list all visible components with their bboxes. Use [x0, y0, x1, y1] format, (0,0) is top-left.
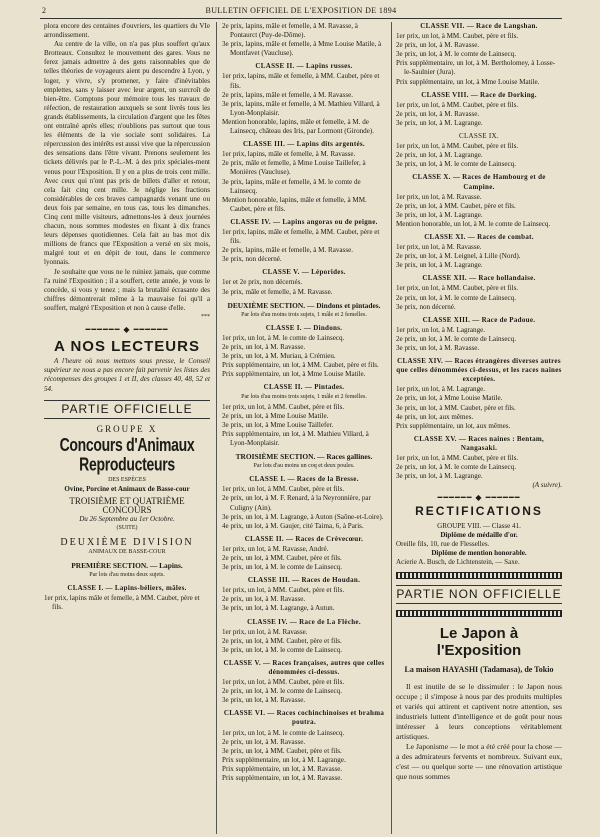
decorative-bar	[396, 610, 562, 617]
prize-entry: 3e prix, un lot, à MM. Caubet, père et fils.	[396, 403, 516, 412]
prize-entry: 2e prix, un lot, à M. Ravasse.	[396, 109, 480, 118]
prize-entry: 1er prix, un lot, à MM. Caubet, père et fils.	[222, 586, 345, 595]
prize-entry: 1er prix, un lot, à M. le comte de Lainsecq.	[222, 333, 345, 342]
class-heading: CLASSE IX.	[459, 132, 499, 141]
concours-title: Concours d'Animaux Reproducteurs	[59, 434, 195, 475]
prize-entry: 2e prix, un lot, à MM. Caubet, père et fils.	[222, 636, 342, 645]
class-heading: CLASSE III. — Lapins dits argentés.	[243, 140, 365, 149]
class-heading: CLASSE I. — Dindons.	[265, 323, 343, 332]
class-heading: CLASSE II. — Races de Crèvecœur.	[244, 534, 364, 543]
prize-entry: 2e prix, un lot, à M. F. Renard, à la Neyronnière, par Culigny (Ain).	[222, 494, 371, 512]
prize-entry: 3e prix, un lot, à M. Lagrange.	[396, 210, 483, 219]
prize-entry: 1er prix, un lot, à M. Ravasse.	[396, 243, 482, 252]
prize-entry: 3e prix, un lot, à M. le comte de Lainsecq.	[222, 563, 342, 572]
prize-entry: 1er prix, un lot, à MM. Caubet, père et fils.	[222, 485, 345, 494]
prize-entry: 1er prix, un lot, à MM. Caubet, père et fils.	[396, 142, 519, 151]
concours-number: TROISIÈME ET QUATRIÈME CONCOURS	[69, 496, 185, 516]
prize-entry: 3e prix, un lot, à M. Lagrange.	[396, 261, 483, 270]
a-suivre: (A suivre).	[532, 481, 562, 490]
prize-entry: 1er prix, lapins, mâle et femelle, à MM. Caubet, père et fils.	[222, 227, 380, 246]
prize-entry: 2e prix, un lot, à M. le comte de Lainsecq.	[396, 463, 516, 472]
section-note: Par lots d'au moins deux sujets.	[89, 571, 165, 578]
rect-diplome: Diplôme de médaille d'or.	[440, 530, 518, 539]
prize-entry: 1er prix, un lot, à M. Lagrange.	[396, 325, 486, 334]
prize-entry: 2e prix, lapins, mâle et femelle, à M. Ravasse.	[222, 90, 353, 99]
prize-entry: 1er prix, un lot, à M. Ravasse, André.	[222, 544, 329, 553]
prize-entry: 2e prix, un lot, à M. Leignel, à Lille (Nord).	[396, 252, 521, 261]
prize-entry: 3e prix, un lot, à M. Lagrange, à Autun.	[222, 604, 335, 613]
prize-entry: 1er prix, un lot, à MM. Caubet, père et fils.	[222, 678, 345, 687]
prize-entry: 3e prix, un lot, à M. Lagrange, à Auton (Saône-et-Loire).	[222, 512, 384, 521]
rect-diplome-mention: Diplôme de mention honorable.	[431, 548, 527, 557]
division-subheading: ANIMAUX DE BASSE-COUR	[88, 548, 166, 555]
prize-entry: 3e prix, un lot, à M. Ravasse.	[396, 344, 480, 352]
prize-entry: 1er prix, un lot, à MM. Caubet, père et fils.	[396, 284, 519, 293]
class-heading: CLASSE VI. — Races cochinchinoises et brahma poutra.	[223, 709, 385, 727]
prize-entry: Prix supplémentaire, un lot, à M. Lagrange.	[222, 755, 346, 764]
prize-entry: 2e prix, un lot, à Mme Louise Matile.	[396, 394, 503, 403]
class-heading: CLASSE II. — Lapins russes.	[255, 62, 353, 71]
publication-title: BULLETIN OFFICIEL DE L'EXPOSITION DE 1894	[205, 6, 397, 15]
prize-entry: 2e prix, un lot, à M. Ravasse.	[222, 343, 306, 351]
prize-entry: 3e prix, lapins, mâle et femelle, à M. Mathieu Villard, à Lyon-Monplaisir.	[222, 99, 380, 117]
rect-groupe: GROUPE VIII. — Classe 41.	[437, 521, 521, 530]
concours-dates: Du 26 Septembre au 1er Octobre.	[79, 515, 175, 524]
prize-entry: 4e prix, un lot, aux mêmes.	[396, 412, 474, 421]
prize-entry: 3e prix, un lot, à MM. Caubet, père et fils.	[222, 746, 342, 755]
column-3	[396, 22, 562, 834]
prize-entry: 2e prix, lapins, mâle et femelle, à M. Ravasse.	[222, 246, 353, 255]
prize-entry: 2e prix, un lot, à M. Lagrange.	[396, 151, 483, 160]
prize-entry: 1er prix, un lot, à MM. Caubet, père et fils.	[396, 100, 519, 109]
class-heading: CLASSE I. — Races de la Bresse.	[249, 475, 359, 484]
separator-stars: ***	[201, 314, 210, 320]
prize-entry: 2e prix, un lot, à M. le comte de Lainsecq.	[396, 334, 516, 343]
prize-entry: Prix supplémentaire, un lot, à M. Bertholomey, à Losse-le-Saulnier (Jura).	[396, 59, 556, 77]
class-heading: CLASSE IV. — Lapins angoras ou de peigne.	[230, 217, 378, 226]
rect-entry: Acierie A. Busch, de Lichtenstein, — Saxe.	[396, 557, 520, 566]
class-heading: CLASSE X. — Races de Hambourg et de Campine.	[412, 173, 546, 191]
paragraph: Au centre de la ville, on n'a pas plus souffert qu'aux Brotteaux. Consultez le mouvement des gares. Vous ne ferez jamais admettre à des gens raisonnables que de telles théories de voyageurs aient pu descendre à Lyon, y loger, y vivre, s'y promener, y faire d'inévitables emplettes, sans y laisser avec leur argent, un surcroît de bien-être. Comptons pour mémoire tous les travaux de réfection, de restauration auxquels se sont livrés tous les grands établissements, la circulation d'argent que les fêtes ont entraîné après elles; n'oublions pas surtout que tous les éléments de la vie sociale sont solidaires. La répercussion des intérêts est aussi vive que la répercussion des sensations dans l'être vivant. Prenons seulement les tickets délivrés par le P.-L.-M. à des prix spéciales-ment venus pour l'Exposition. Il y en a plus de trois cent mille. Avec ceux qui n'ont pas pris de billets d'aller et retour, cela fait cinq cent mille. Je néglige les fractions considérables de ces braves campagnards venant une ou deux fois par semaine, en tous cas, tous les dimanches. Cinq cent mille visiteurs, admettons-les à deux journées chacun, nous sommes modestes en fixant à dix francs leurs dépenses quotidiennes. Cela fait au bas mot dix millions de francs que l'Exposition a versé en six mois, malgré tout et en dépit de tout, dans le commerce lyonnais.	[44, 40, 210, 267]
prize-entry: 2e prix, un lot, à MM. Caubet, père et fils.	[222, 553, 342, 562]
prize-entry: 1er prix, un lot, à MM. Caubet, père et fils.	[222, 402, 345, 411]
decorative-bar	[396, 572, 562, 579]
prize-entry: 1er prix, lapins, mâle et femelle, à MM. Caubet, père et fils.	[222, 72, 380, 90]
prize-entry: 3e prix, un lot, à M. Lagrange.	[396, 118, 483, 127]
prize-entry: Prix supplémentaire, un lot, aux mêmes.	[396, 421, 511, 430]
class-heading: CLASSE XV. — Races naines : Bentam, Nangasaki.	[413, 434, 545, 452]
prize-entry: Prix supplémentaire, un lot, à MM. Caubet, père et fils.	[222, 361, 379, 370]
section-heading: DEUXIÈME SECTION. — Dindons et pintades.	[227, 300, 381, 310]
prize-entry: 1er et 2e prix, non décernés.	[222, 278, 303, 287]
class-heading: CLASSE IV. — Race de La Flèche.	[247, 617, 361, 626]
prize-entry: Mention honorable, lapins, mâle et femelle, à M. de Lainsecq, château des Iris, par Lormont (Gironde).	[222, 117, 374, 136]
prize-entry: 3e prix, un lot, à M. Ravasse.	[222, 696, 306, 705]
prize-entry: 1er prix, un lot, à MM. Caubet, père et fils.	[396, 454, 519, 463]
partie-officielle-heading: PARTIE OFFICIELLE	[44, 400, 210, 419]
especes-label: DES ESPÈCES	[108, 476, 146, 483]
prize-entry: 2e prix, un lot, à Mme Louise Matile.	[222, 411, 329, 420]
page-header	[40, 4, 562, 19]
page-number: 2	[42, 6, 47, 15]
especes-detail: Ovine, Porcine et Animaux de Basse-cour	[64, 484, 190, 493]
prize-entry: 4e prix, un lot, à M. Gaujer, cité Taima, 6, à Paris.	[222, 521, 364, 530]
prize-entry: 3e prix, un lot, à M. le comte de Lainsecq.	[396, 160, 516, 169]
prize-entry: 2e prix, un lot, à M. le comte de Lainsecq.	[396, 293, 516, 302]
prize-entry: 1er prix, un lot, à M. Ravasse.	[222, 627, 308, 636]
class-heading: CLASSE XI. — Races de combat.	[424, 232, 534, 241]
column-2	[222, 22, 386, 834]
japon-title: Le Japon à l'Exposition	[436, 625, 522, 660]
prize-entry: 3e prix, un lot, à Mme Louise Taillefer.	[222, 420, 334, 429]
class-heading: CLASSE VIII. — Race de Dorking.	[421, 90, 537, 99]
prize-entry: 1er prix, un lot, à MM. Caubet, père et fils.	[396, 32, 519, 41]
prize-entry: 3e prix, lapins, mâle et femelle, à Mme Louise Matile, à Montfavet (Vaucluse).	[222, 40, 382, 58]
prize-entry: Prix supplémentaire, un lot, à M. Ravasse.	[222, 774, 343, 783]
prize-entry: 3e prix, un lot, à M. le comte de Lainsecq.	[222, 645, 342, 654]
groupe-heading: GROUPE X	[96, 423, 158, 434]
prize-entry: Prix supplémentaire, un lot, à Mme Louise Matile.	[222, 370, 366, 379]
prize-entry: 2e prix, mâle et femelle, à Mme Louise Taillefer, à Monières (Vaucluse).	[222, 159, 366, 177]
paragraph: Le Japonisme — le mot a été créé pour la chose — a des admirateurs fervents et nombreux. Suivant eux, c'est — ou quelque sorte — une rénovation artistique que nous sommes	[396, 742, 562, 782]
prize-entry: Mention honorable, lapins, mâle et femelle, à MM. Caubet, père et fils.	[222, 195, 367, 213]
prize-entry: 2e prix, un lot, à M. Ravasse.	[222, 595, 306, 604]
class-heading: CLASSE XIII. — Race de Padoue.	[422, 315, 536, 324]
class-heading: CLASSE XIV. — Races étrangères diverses autres que celles dénommées ci-dessus, et les races naines exceptées.	[396, 357, 562, 384]
prize-entry: Prix supplémentaire, un lot, à M. Mathieu Villard, à Lyon-Monplaisir.	[222, 429, 369, 447]
paragraph: Il est inutile de se le dissimuler : le Japon nous occupe ; il s'impose à nous par des produits multiples et variés qui attirent et captivent notre attention, ses industriels luttent d'intelligence et de goût pour nous intéresser à leurs conceptions véritablement artistiques.	[396, 682, 562, 742]
prize-entry: 2e prix, un lot, à M. Ravasse.	[396, 41, 480, 50]
paragraph: Je souhaite que vous ne le ruiniez jamais, que comme l'a ruiné l'Exposition ; il a souffert, cette année, je vous le concède, si vous y tenez ; mais la brutalité écrasante des chiffres démontrerait même à la mauvaise foi qu'il a souffert, malgré l'Exposition et non à cause d'elle.	[44, 267, 210, 312]
prize-entry: 3e prix, non décerné.	[396, 302, 456, 311]
prize-entry: 3e prix, un lot, à M. Muriau, à Crémieu.	[222, 352, 336, 361]
division-heading: DEUXIÈME DIVISION	[60, 537, 194, 549]
ornament-divider: ━━━━━━ ◆ ━━━━━━	[85, 325, 169, 335]
prize-entry: 2e prix, un lot, à M. le comte de Lainsecq.	[222, 687, 342, 696]
prize-entry: 3e prix, un lot, à M. Lagrange.	[396, 472, 483, 481]
suite-label: (SUITE)	[116, 525, 138, 532]
prize-entry: 2e prix, un lot, à M. Ravasse.	[222, 737, 306, 746]
prize-entry: 1er prix, lapins mâle et femelle, à MM. Caubet, père et fils.	[44, 593, 200, 611]
prize-entry: 1er prix, un lot, à M. le comte de Lainsecq.	[222, 728, 345, 737]
class-heading: CLASSE XII. — Race hollandaise.	[422, 274, 536, 283]
maison-subtitle: La maison HAYASHI (Tadamasa), de Tokio	[404, 665, 554, 675]
ornament-divider: ━━━━━━ ◆ ━━━━━━	[437, 493, 521, 503]
prize-entry: 3e prix, mâle et femelle, à M. Ravasse.	[222, 287, 333, 296]
prize-entry: 1er prix, lapins, mâle et femelle, à M. Ravasse.	[222, 150, 356, 159]
prize-entry: 3e prix, un lot, à M. le comte de Lainsecq.	[396, 50, 516, 59]
class-heading: CLASSE II. — Pintades.	[263, 383, 345, 392]
column-rule	[391, 22, 392, 834]
paragraph: plora encore des centaines d'ouvriers, les quartiers du VIe arrondissement.	[44, 22, 210, 40]
column-1	[44, 22, 210, 834]
section-note: Par lots d'au moins trois sujets, 1 mâle et 2 femelles.	[241, 311, 367, 318]
prize-entry: 1er prix, un lot, à M. Lagrange.	[396, 385, 486, 394]
prize-entry: 3e prix, lapins, mâle et femelle, à M. le comte de Lainsecq.	[222, 177, 361, 195]
prize-entry: Prix supplémentaire, un lot, à M. Ravasse.	[222, 764, 343, 773]
lecteurs-title: A NOS LECTEURS	[54, 338, 200, 356]
class-heading: CLASSE III. — Races de Houdan.	[247, 576, 361, 585]
prize-entry: Mention honorable, un lot, à M. le comte de Lainsecq.	[396, 219, 551, 228]
rect-entry: Oreille fils, 10, rue de Flesselles.	[396, 539, 490, 548]
class-heading: CLASSE V. — Races françaises, autres que celles dénommées ci-dessus.	[223, 658, 385, 676]
rectifications-title: RECTIFICATIONS	[415, 503, 543, 518]
section-note: Par lots d'au moins trois sujets, 1 mâle et 2 femelles.	[241, 394, 367, 401]
section-heading: TROISIÈME SECTION. — Races gallines.	[235, 452, 373, 462]
prize-entry: 1er prix, un lot, à M. Ravasse.	[396, 192, 482, 201]
class-heading: CLASSE I. — Lapins-béliers, mâles.	[67, 583, 187, 592]
prize-entry: 3e prix, non décerné.	[222, 255, 282, 264]
column-rule	[216, 22, 217, 834]
section-heading: PREMIÈRE SECTION. — Lapins.	[71, 560, 183, 570]
section-note: Par lots d'au moins un coq et deux poules.	[253, 463, 355, 470]
prize-entry: Prix supplémentaire, un lot, à Mme Louise Matile.	[396, 77, 540, 86]
class-heading: CLASSE VII. — Race de Langshan.	[420, 22, 538, 30]
prize-entry: 2e prix, lapins, mâle et femelle, à M. Ravasse, à Pontaurct (Puy-de-Dôme).	[222, 22, 358, 40]
class-heading: CLASSE V. — Léporides.	[262, 268, 346, 277]
prize-entry: 2e prix, un lot, à MM. Caubet, père et fils.	[396, 201, 516, 210]
partie-non-officielle-heading: PARTIE NON OFFICIELLE	[396, 585, 562, 604]
lecteurs-text: A l'heure où nous mettons sous presse, le Conseil supérieur ne nous a pas encore fait parvenir les listes des récompenses des groupes 1 et II, des classes 40, 48, 52 et 54.	[44, 357, 210, 393]
